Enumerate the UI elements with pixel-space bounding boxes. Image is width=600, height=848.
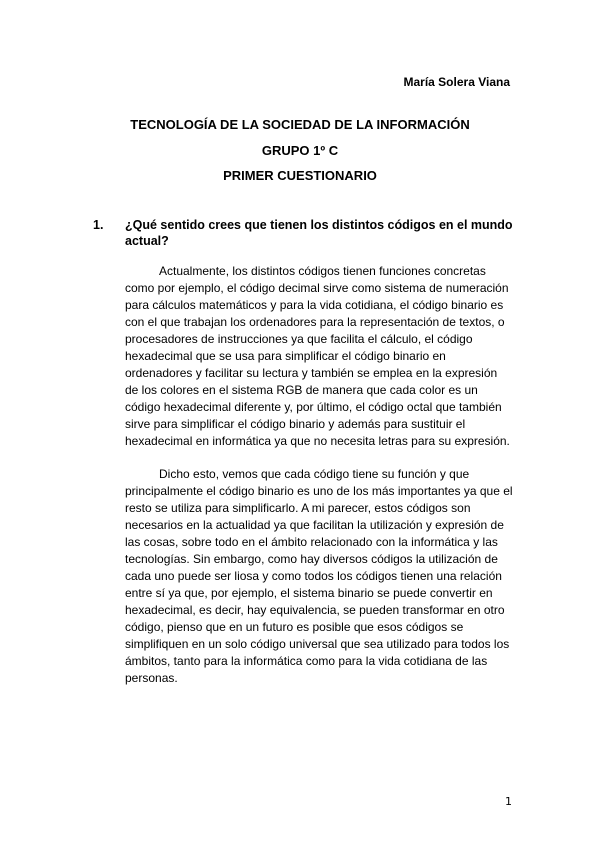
document-title: TECNOLOGÍA DE LA SOCIEDAD DE LA INFORMACIÓN: [130, 117, 470, 132]
page-number: 1: [505, 795, 512, 808]
questionnaire-label: PRIMER CUESTIONARIO: [223, 168, 377, 183]
question-text: ¿Qué sentido crees que tienen los distintos códigos en el mundo actual?: [125, 218, 513, 248]
answer-paragraph-2: Dicho esto, vemos que cada código tiene su función y que principalmente el código binario es uno de los más importantes ya que el resto se utiliza para simplificarlo. A mi parecer, estos códigos son necesarios en la actualidad ya que facilitan la utilización y expresión de las cosas, sobre todo en el ámbito relacionado con la informática y las tecnologías. Sin embargo, como hay diversos códigos la utilización de cada uno puede ser liosa y como todos los códigos tienen una relación entre sí ya que, por ejemplo, el sistema binario se puede convertir en hexadecimal, es decir, hay equivalencia, se pueden transformar en otro código, pienso que en un futuro es posible que esos códigos se simplifiquen en un solo código universal que sea utilizado para todos los ámbitos, tanto para la informática como para la vida cotidiana de las personas.: [125, 467, 513, 685]
question-1: [93, 217, 518, 249]
group-label: GRUPO 1º C: [261, 143, 339, 158]
answer-paragraph-1: Actualmente, los distintos códigos tienen funciones concretas como por ejemplo, el código decimal sirve como sistema de numeración para cálculos matemáticos y para la vida cotidiana, el código binario es con el que trabajan los ordenadores para la representación de textos, o procesadores de instrucciones ya que facilita el cálculo, el código hexadecimal que se usa para simplificar el código binario en ordenadores y facilitar su lectura y también se emplea en la expresión de los colores en el sistema RGB de manera que cada color es un código hexadecimal diferente y, por último, el código octal que también sirve para simplificar el código binario y además para sustituir el hexadecimal en informática ya que no necesita letras para su expresión.: [125, 264, 510, 448]
question-number: 1.: [93, 218, 104, 232]
author-name: María Solera Viana: [403, 75, 510, 89]
